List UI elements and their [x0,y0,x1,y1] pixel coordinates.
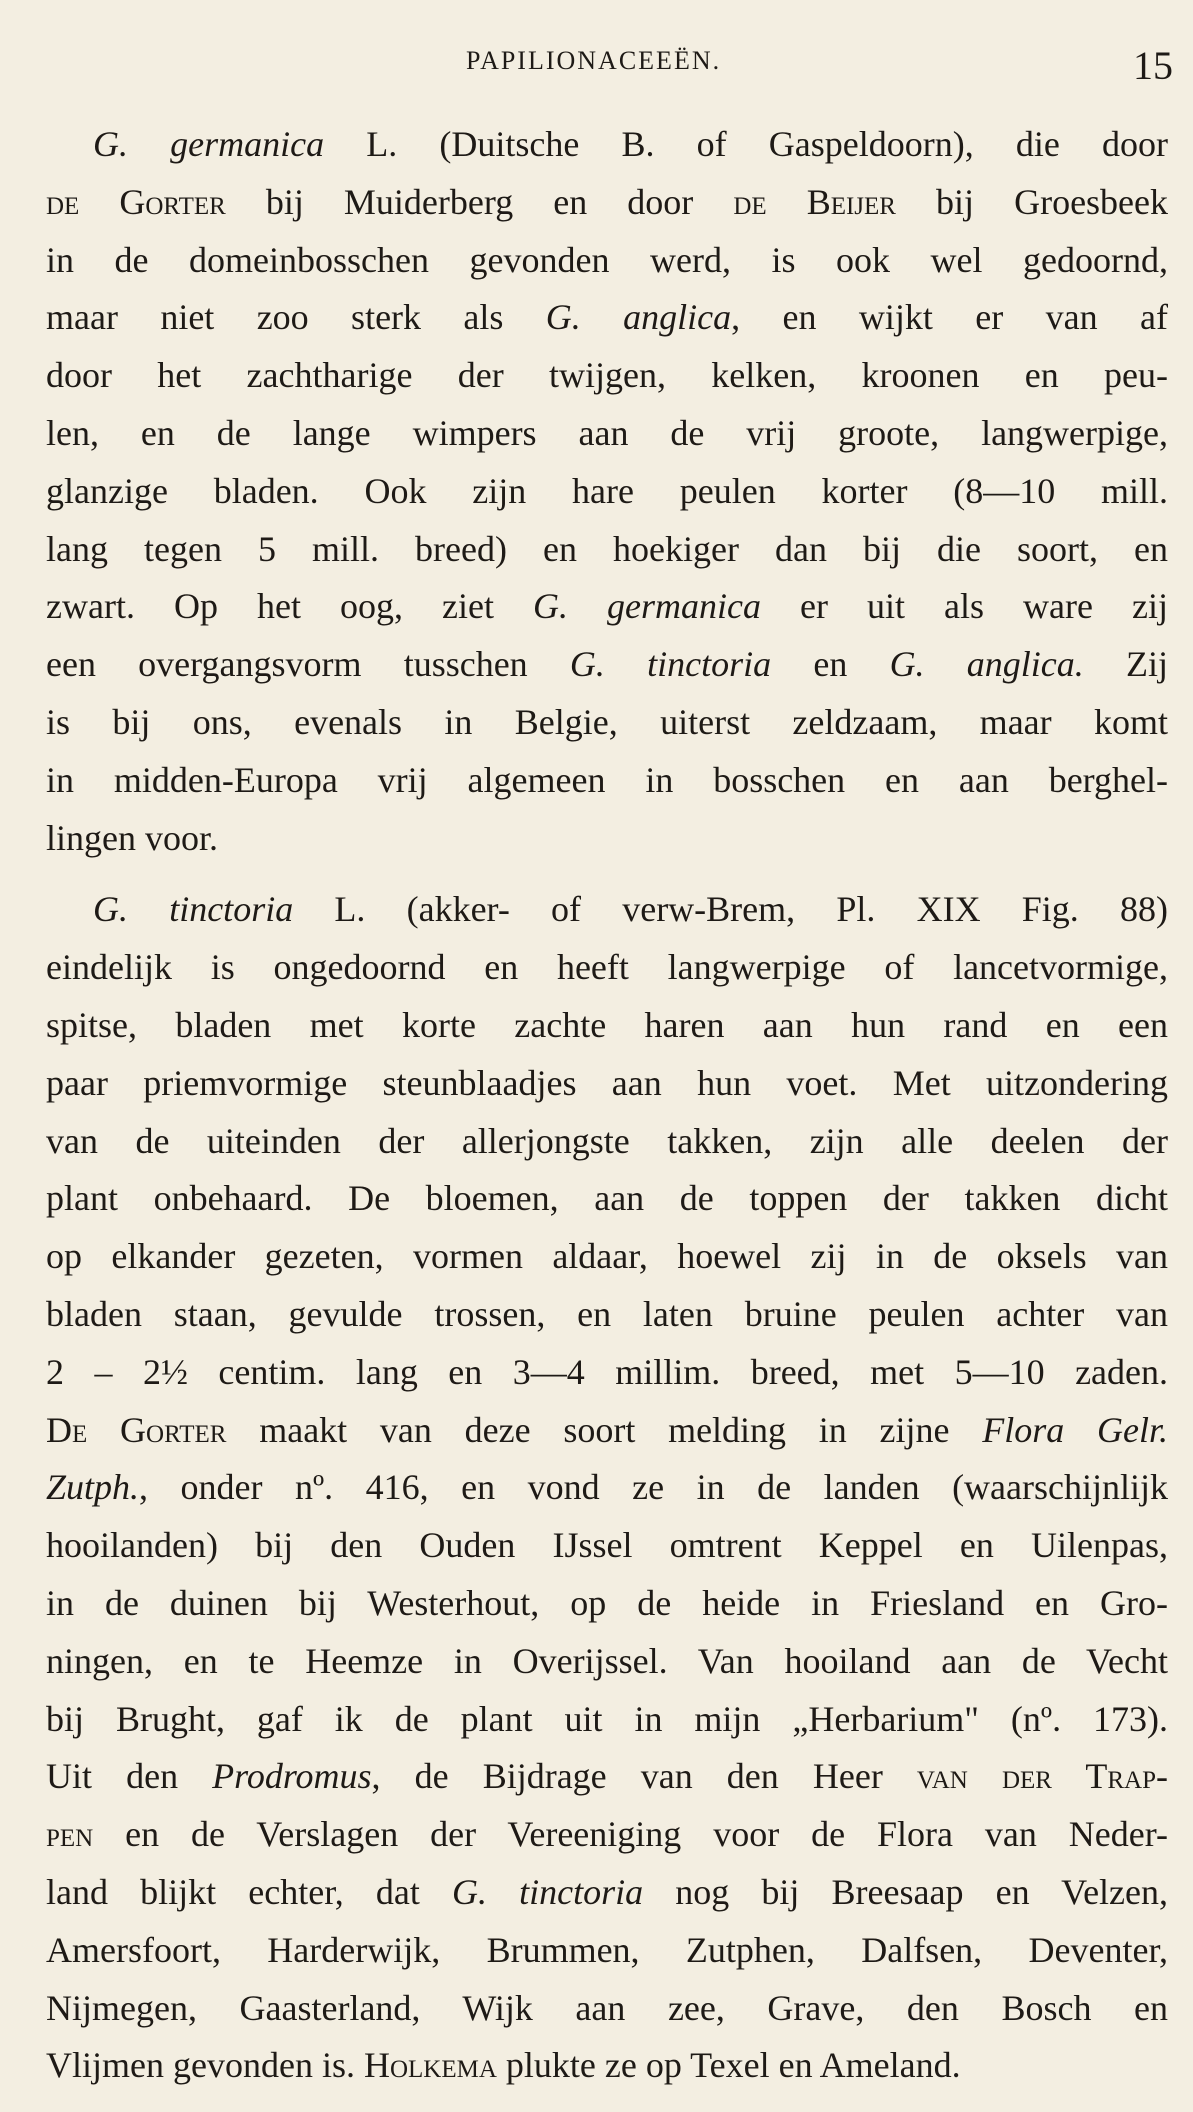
text-line [46,1055,1168,1113]
italic-run: Zutph. [46,1467,140,1508]
italic-run: G. tinctoria [93,889,294,930]
page-header [0,42,1193,90]
text-run: paar priemvormige steunblaadjes aan hun voet. Met uitzondering [46,1062,1168,1103]
text-line [46,232,1168,290]
text-run: bij Brught, gaf ik de plant uit in mijn „Herbarium" (nº. 173). [46,1698,1168,1739]
text-line [46,1806,1168,1864]
text-line [46,1113,1168,1171]
text-run: van de uiteinden der allerjongste takken, zijn alle deelen der [46,1120,1168,1161]
text-line [46,1691,1168,1749]
text-line [46,1402,1168,1460]
text-run: lingen voor. [46,817,218,858]
text-line [46,1980,1168,2038]
text-run: Uit den [46,1756,213,1797]
text-line [46,116,1168,174]
body-text [46,116,1168,2109]
text-line [46,1922,1168,1980]
text-run: is bij ons, evenals in Belgie, uiterst zeldzaam, maar komt [46,701,1168,742]
text-line [46,289,1168,347]
text-run: en [771,644,890,685]
text-run: Zij [1083,644,1168,685]
italic-run: G. tinctoria [452,1871,644,1912]
paragraph [46,881,1168,2095]
text-run: , de Bijdrage van den Heer [371,1756,917,1797]
text-run: plukte ze op Texel en Ameland. [496,2045,961,2086]
text-run: door het zachtharige der twijgen, kelken, kroonen en peu- [46,355,1168,396]
text-line [46,405,1168,463]
running-head: PAPILIONACEEËN. [466,46,722,75]
text-line [46,578,1168,636]
text-line [46,1633,1168,1691]
text-line [46,1344,1168,1402]
text-run: maar niet zoo sterk als [46,297,546,338]
text-run: spitse, bladen met korte zachte haren aan hun rand en een [46,1004,1168,1045]
text-line [46,2037,1168,2095]
text-line [46,1748,1168,1806]
text-line [46,939,1168,997]
text-line [46,1517,1168,1575]
italic-run: Flora Gelr. [982,1409,1169,1450]
text-run: ningen, en te Heemze in Overijssel. Van hooiland aan de Vecht [46,1640,1168,1681]
italic-run: G. anglica. [889,644,1084,685]
text-run: , en wijkt er van af [731,297,1168,338]
text-line [46,752,1168,810]
text-run: L. (Duitsche B. of Gaspeldoorn), die door [324,124,1169,164]
text-run: lang tegen 5 mill. breed) en hoekiger dan bij die soort, en [46,528,1168,569]
text-run: een overgangsvorm tusschen [46,644,570,685]
page-number: 15 [1133,43,1173,88]
text-run: op elkander gezeten, vormen aldaar, hoewel zij in de oksels van [46,1236,1168,1277]
smallcaps-run: de Gorter [46,181,226,222]
text-run: en de Verslagen der Vereeniging voor de Flora van Neder- [93,1814,1168,1855]
italic-run: G. tinctoria [569,644,772,685]
text-run: 2 – 2½ centim. lang en 3—4 millim. breed, met 5—10 zaden. [46,1351,1168,1392]
text-line [46,463,1168,521]
italic-run: G. anglica [545,297,732,338]
text-run: er uit als ware zij [761,586,1169,627]
text-line [46,521,1168,579]
text-run: L. (akker- of verw-Brem, Pl. XIX Fig. 88) [293,889,1168,930]
text-run: hooilanden) bij den Ouden IJssel omtrent Keppel en Uilenpas, [46,1525,1168,1566]
text-line [46,997,1168,1055]
italic-run: Prodromus [212,1756,372,1797]
smallcaps-run: Holkema [363,2045,497,2086]
text-run: , onder nº. 416, en vond ze in de landen (waarschijnlijk [139,1467,1168,1508]
text-line [46,694,1168,752]
text-run: eindelijk is ongedoornd en heeft langwerpige of lancetvormige, [46,947,1168,988]
text-run: in midden-Europa vrij algemeen in bosschen en aan berghel- [46,759,1168,800]
text-line [46,636,1168,694]
text-run: Vlijmen gevonden is. [46,2045,364,2086]
text-run: bij Muiderberg en door [225,181,734,222]
smallcaps-run: van der Trap- [916,1756,1169,1797]
text-line [46,1459,1168,1517]
text-run: glanzige bladen. Ook zijn hare peulen korter (8—10 mill. [46,470,1168,511]
text-line [46,881,1168,939]
smallcaps-run: de Beijer [733,181,896,222]
text-line [46,1575,1168,1633]
text-run: bladen staan, gevulde trossen, en laten bruine peulen achter van [46,1293,1168,1334]
text-run: maakt van deze soort melding in zijne [226,1409,983,1450]
italic-run: G. germanica [93,124,325,164]
text-line [46,1228,1168,1286]
text-run: Amersfoort, Harderwijk, Brummen, Zutphen, Dalfsen, Deventer, [46,1929,1168,1970]
text-run: zwart. Op het oog, ziet [46,586,533,627]
text-run: nog bij Breesaap en Velzen, [643,1871,1169,1912]
text-run: bij Groesbeek [895,181,1169,222]
text-run: len, en de lange wimpers aan de vrij groote, langwerpige, [46,412,1168,453]
smallcaps-run: pen [46,1814,94,1855]
text-line [46,1170,1168,1228]
text-line [46,174,1168,232]
text-line [46,1286,1168,1344]
text-line [46,347,1168,405]
text-line [46,1864,1168,1922]
text-run: land blijkt echter, dat [46,1871,452,1912]
text-run: in de domeinbosschen gevonden werd, is ook wel gedoornd, [46,239,1168,280]
text-run: plant onbehaard. De bloemen, aan de toppen der takken dicht [46,1178,1168,1219]
text-run: Nijmegen, Gaasterland, Wijk aan zee, Grave, den Bosch en [46,1987,1168,2028]
text-run: in de duinen bij Westerhout, op de heide in Friesland en Gro- [46,1582,1168,1623]
text-line [46,810,1168,868]
smallcaps-run: De Gorter [46,1409,227,1450]
paragraph [46,116,1168,867]
italic-run: G. germanica [533,586,761,627]
